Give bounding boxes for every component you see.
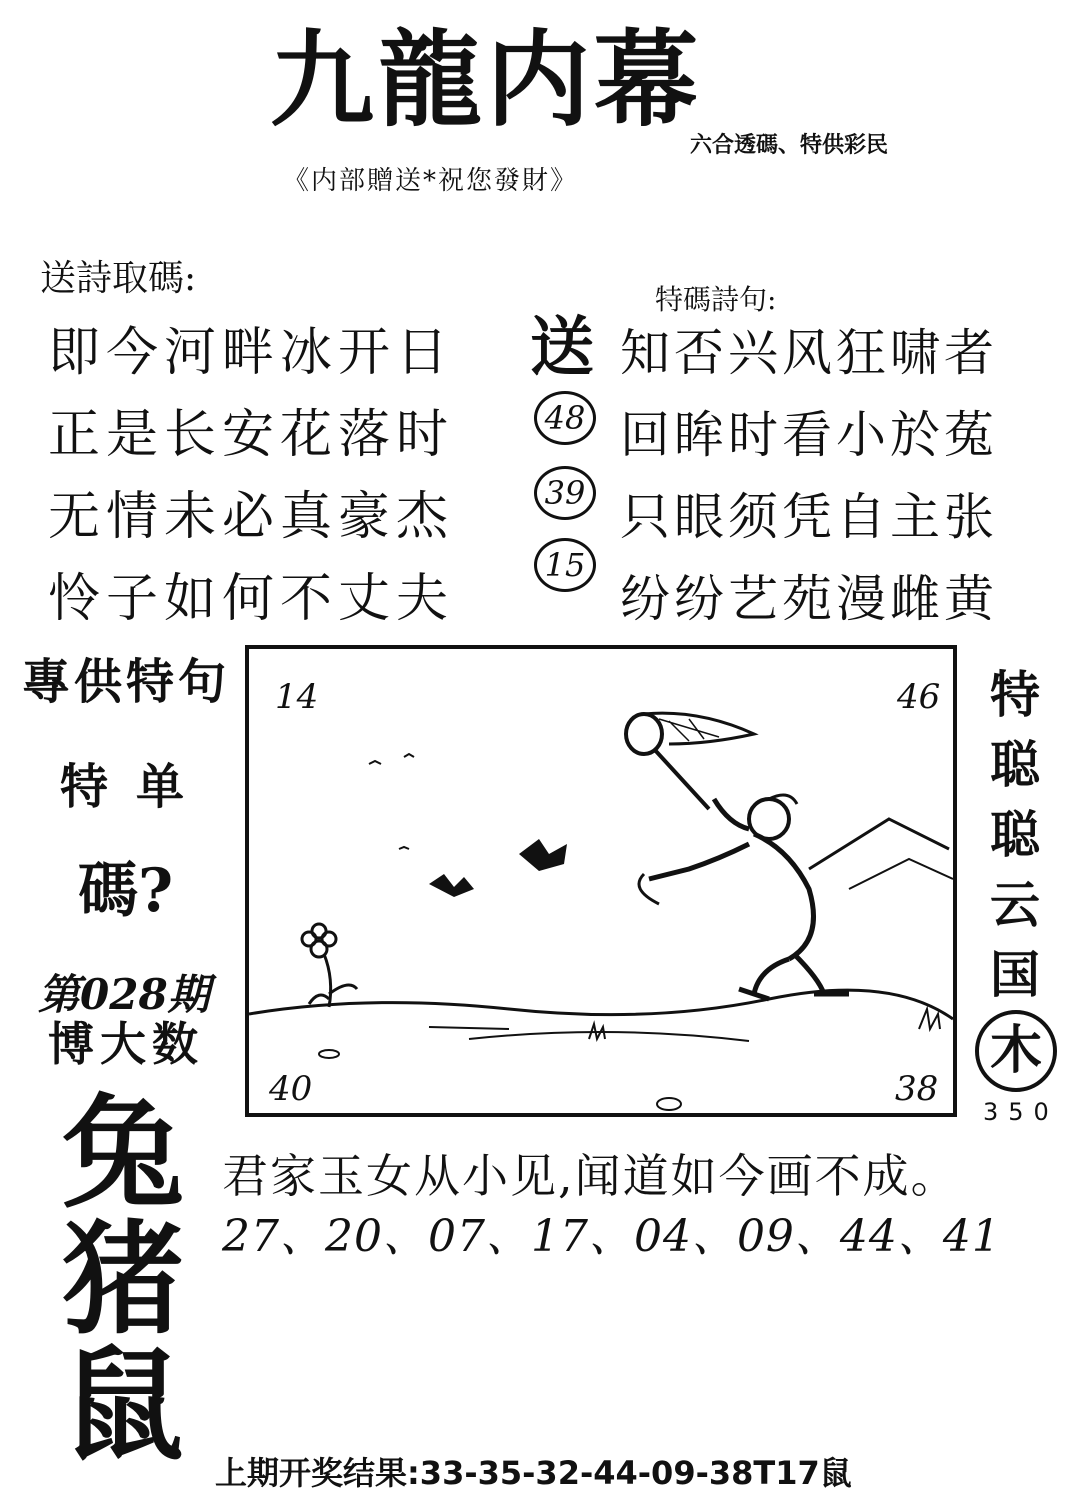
special-label: 專供特句	[22, 654, 231, 710]
right-vertical-text	[985, 660, 1045, 1010]
tagline: 《内部贈送*祝您發財》	[283, 166, 579, 196]
issue-number: 第028期	[38, 970, 210, 1019]
special-poem-header: 特碼詩句:	[655, 283, 777, 316]
circled-number: 15	[534, 538, 596, 592]
zodiac-char: 兔	[62, 1081, 184, 1225]
left-poem	[48, 312, 454, 640]
zodiac-char: 鼠	[62, 1333, 184, 1477]
circled-number: 39	[534, 466, 596, 520]
big-numbers-label: 博大数	[48, 1017, 204, 1071]
vertical-char: 国	[990, 945, 1040, 1004]
vertical-char: 聪	[990, 735, 1040, 794]
vertical-char: 特	[990, 665, 1040, 724]
page-title: 九龍内幕	[270, 18, 703, 141]
poem-line: 即今河畔冰开日	[48, 323, 455, 383]
butterfly-catcher-drawing	[249, 649, 953, 1113]
element-badge: 木	[975, 1010, 1057, 1092]
illustration	[245, 645, 957, 1117]
subtitle: 六合透碼、特供彩民	[690, 132, 889, 158]
poem-header: 送詩取碼:	[40, 258, 197, 299]
corner-number: 14	[275, 677, 319, 717]
poem-line: 怜子如何不丈夫	[48, 569, 455, 629]
corner-number: 40	[269, 1069, 313, 1109]
special-single-label: 特单	[60, 759, 213, 815]
corner-number: 38	[895, 1069, 939, 1109]
right-poem	[620, 312, 998, 640]
vertical-char: 聪	[990, 805, 1040, 864]
send-character: 送	[530, 310, 594, 385]
poem-line: 纷纷艺苑漫雌黄	[620, 570, 998, 628]
poem-line: 无情未必真豪杰	[48, 487, 455, 547]
corner-number: 46	[897, 677, 941, 717]
bottom-poem: 君家玉女从小见,闻道如今画不成。	[222, 1149, 959, 1203]
poem-line: 回眸时看小於菟	[620, 406, 998, 464]
special-code-question: 碼?	[78, 856, 174, 926]
number-list: 27、20、07、17、04、09、44、41	[222, 1211, 1001, 1262]
circled-number: 48	[534, 391, 596, 445]
element-number: 350	[983, 1098, 1059, 1126]
poem-line: 只眼须凭自主张	[620, 488, 998, 546]
poem-line: 正是长安花落时	[48, 405, 455, 465]
zodiac-list	[48, 1081, 198, 1477]
vertical-char: 云	[990, 875, 1040, 934]
poem-line: 知否兴风狂啸者	[620, 324, 998, 382]
zodiac-char: 猪	[62, 1207, 184, 1351]
last-draw-result: 上期开奖结果:33-35-32-44-09-38T17鼠	[215, 1454, 852, 1492]
